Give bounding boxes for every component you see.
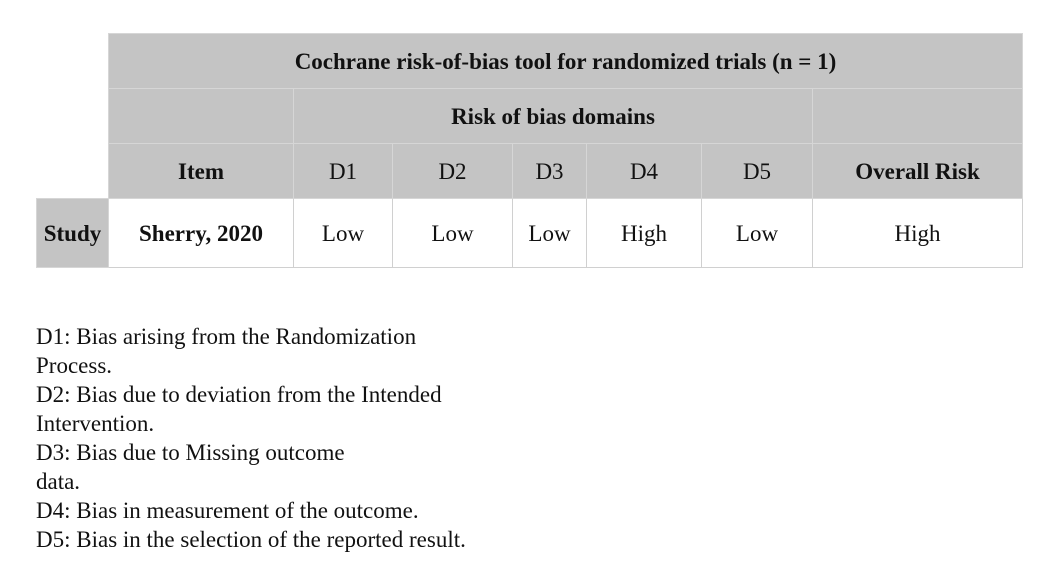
legend-line: data. [36,469,81,494]
column-header-overall: Overall Risk [813,144,1023,199]
d2-value-cell: Low [393,199,513,268]
d4-value-cell: High [587,199,702,268]
legend-line: D4: Bias in measurement of the outcome. [36,498,419,523]
domains-header: Risk of bias domains [294,89,813,144]
legend-line: Process. [36,353,113,378]
d5-value-cell: Low [702,199,813,268]
legend-line: D2: Bias due to deviation from the Intended [36,382,442,407]
column-header-d3: D3 [513,144,587,199]
legend-line: D3: Bias due to Missing outcome [36,440,345,465]
overall-risk-cell: High [813,199,1023,268]
table-row [37,199,1023,268]
d3-value-cell: Low [513,199,587,268]
domain-legend [36,322,516,554]
row-label-study: Study [37,199,109,268]
column-header-d4: D4 [587,144,702,199]
column-header-d2: D2 [393,144,513,199]
legend-line: D1: Bias arising from the Randomization [36,324,417,349]
column-header-d1: D1 [294,144,393,199]
legend-line: D5: Bias in the selection of the reported result. [36,527,466,552]
blank-header-cell [109,89,294,144]
blank-cell [37,89,109,144]
legend-line: Intervention. [36,411,155,436]
d1-value-cell: Low [294,199,393,268]
blank-cell [37,144,109,199]
risk-of-bias-table [36,33,1023,268]
table-title: Cochrane risk-of-bias tool for randomized trials (n = 1) [109,34,1023,89]
study-name-cell: Sherry, 2020 [109,199,294,268]
column-header-d5: D5 [702,144,813,199]
blank-header-cell [813,89,1023,144]
column-header-item: Item [109,144,294,199]
blank-cell [37,34,109,89]
